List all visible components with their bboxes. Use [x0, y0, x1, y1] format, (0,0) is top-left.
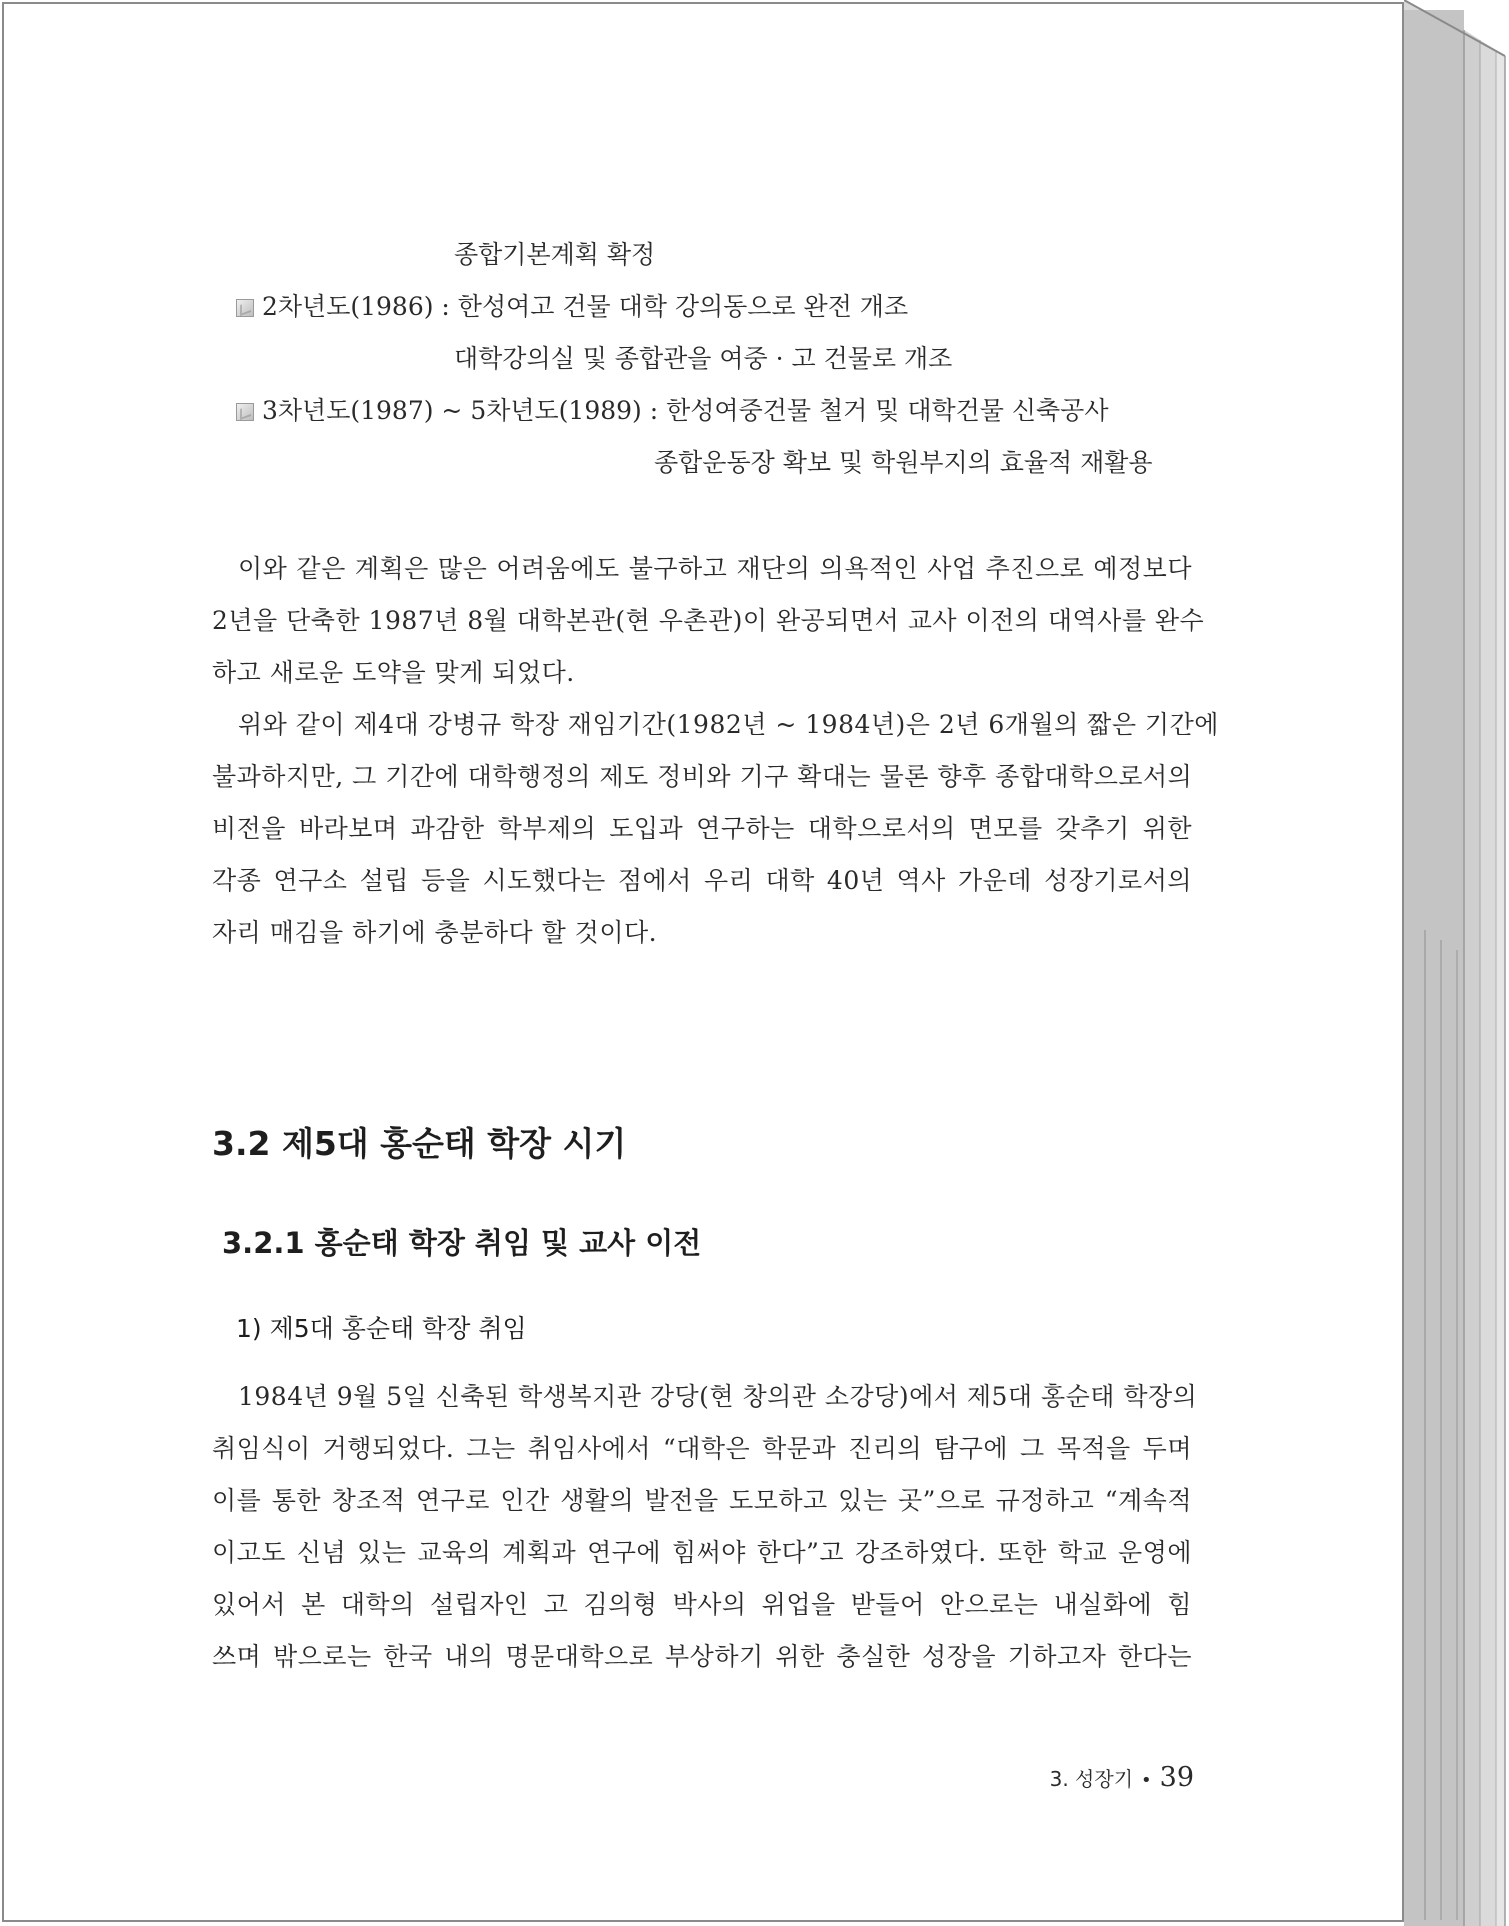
paragraph-line: 이를 통한 창조적 연구로 인간 생활의 발전을 도모하고 있는 곳”으로 규정하고 “계속적 — [212, 1486, 1192, 1515]
paragraph-line: 자리 매김을 하기에 충분하다 할 것이다. — [212, 918, 658, 947]
checkbox-bullet-icon — [236, 403, 254, 421]
paragraph-line: 있어서 본 대학의 설립자인 고 김의형 박사의 위업을 받들어 안으로는 내실화에 힘 — [212, 1590, 1192, 1619]
list-item — [236, 394, 1108, 428]
list-item-label: 2차년도(1986) : 한성여고 건물 대학 강의동으로 완전 개조 — [262, 292, 909, 321]
book-edge-pages — [1404, 0, 1507, 1926]
chapter-label: 3. 성장기 — [1049, 1767, 1134, 1791]
item-heading: 1) 제5대 홍순태 학장 취임 — [236, 1314, 527, 1343]
paragraph-line: 1984년 9월 5일 신축된 학생복지관 강당(현 창의관 소강당)에서 제5대 홍순태 학장의 — [238, 1382, 1198, 1411]
paragraph-line: 위와 같이 제4대 강병규 학장 재임기간(1982년 ~ 1984년)은 2년 6개월의 짧은 기간에 — [238, 710, 1219, 739]
paragraph-line: 불과하지만, 그 기간에 대학행정의 제도 정비와 기구 확대는 물론 향후 종합대학으로서의 — [212, 762, 1193, 791]
list-item — [236, 290, 908, 324]
paragraph-line: 비전을 바라보며 과감한 학부제의 도입과 연구하는 대학으로서의 면모를 갖추기 위한 — [212, 814, 1192, 843]
paragraph-line: 하고 새로운 도약을 맞게 되었다. — [212, 658, 575, 687]
subsection-heading: 3.2.1 홍순태 학장 취임 및 교사 이전 — [222, 1226, 702, 1260]
page-footer — [1030, 1762, 1194, 1793]
paragraph-line: 이와 같은 계획은 많은 어려움에도 불구하고 재단의 의욕적인 사업 추진으로 예정보다 — [238, 554, 1192, 583]
paragraph-line: 각종 연구소 설립 등을 시도했다는 점에서 우리 대학 40년 역사 가운데 성장기로서의 — [212, 866, 1192, 895]
paragraph-line: 2년을 단축한 1987년 8월 대학본관(현 우촌관)이 완공되면서 교사 이전의 대역사를 완수 — [212, 606, 1205, 635]
bullet-separator: • — [1141, 1770, 1152, 1791]
page-number: 39 — [1159, 1762, 1194, 1793]
list-item-continuation: 대학강의실 및 종합관을 여중 · 고 건물로 개조 — [454, 344, 953, 373]
checkbox-bullet-icon — [236, 299, 254, 317]
list-item-label: 3차년도(1987) ~ 5차년도(1989) : 한성여중건물 철거 및 대학건물 신축공사 — [262, 396, 1109, 425]
paragraph-line: 이고도 신념 있는 교육의 계획과 연구에 힘써야 한다”고 강조하였다. 또한 학교 운영에 — [212, 1538, 1192, 1567]
list-continuation-line: 종합기본계획 확정 — [454, 240, 656, 269]
list-item-continuation: 종합운동장 확보 및 학원부지의 효율적 재활용 — [654, 448, 1153, 477]
paragraph-line: 쓰며 밖으로는 한국 내의 명문대학으로 부상하기 위한 충실한 성장을 기하고자 한다는 — [212, 1642, 1192, 1671]
paragraph-line: 취임식이 거행되었다. 그는 취임사에서 “대학은 학문과 진리의 탐구에 그 목적을 두며 — [212, 1434, 1192, 1463]
section-heading: 3.2 제5대 홍순태 학장 시기 — [212, 1124, 627, 1163]
